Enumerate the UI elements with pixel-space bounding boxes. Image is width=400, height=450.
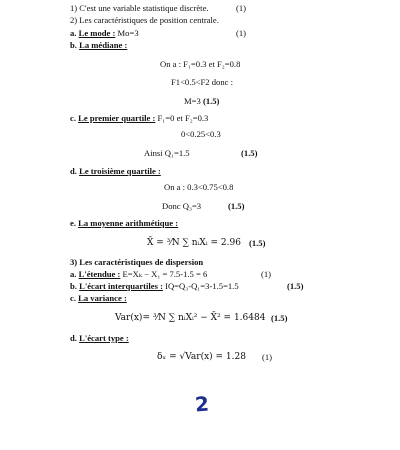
ecart-iq-line: b. L'écart interquartiles : IQ=Q₃-Q₁=3-1.5=1.5 bbox=[70, 281, 239, 291]
moyenne-heading: La moyenne arithmétique : bbox=[78, 218, 179, 228]
q3-line-1: On a : 0.3<0.75<0.8 bbox=[164, 182, 234, 192]
mediane-line-3: M=3 (1.5) bbox=[184, 96, 220, 106]
moyenne-heading-line: e. La moyenne arithmétique : bbox=[70, 218, 179, 228]
moyenne-formula: X̄ = ³⁄N ∑ nᵢXᵢ = 2.96 bbox=[147, 238, 241, 248]
q1-line-2: Ainsi Q₁=1.5 bbox=[144, 148, 190, 158]
q1-line-1: 0<0.25<0.3 bbox=[181, 129, 221, 139]
mediane-heading-line: b. La médiane : bbox=[70, 40, 128, 50]
etendue-heading: L'étendue : bbox=[78, 269, 121, 279]
line-position-centrale: 2) Les caractéristiques de position centrale. bbox=[70, 15, 219, 25]
ecart-iq-heading: L'écart interquartiles : bbox=[79, 281, 163, 291]
line-variable-discrete: 1) C'est une variable statistique discrète. bbox=[70, 3, 209, 13]
variance-heading: La variance : bbox=[78, 293, 127, 303]
ecart-type-heading-line: d. L'écart type : bbox=[70, 333, 129, 343]
points-ecart-type: (1) bbox=[262, 352, 273, 362]
handwritten-page-number: 2 bbox=[194, 391, 210, 417]
mediane-line-1: On a : F₁=0.3 et F₂=0.8 bbox=[160, 59, 241, 69]
q1-heading-line: c. Le premier quartile : F₁=0 et F₂=0.3 bbox=[70, 113, 209, 123]
q3-heading-line: d. Le troisième quartile : bbox=[70, 166, 161, 176]
mediane-heading: La médiane : bbox=[79, 40, 128, 50]
variance-heading-line: c. La variance : bbox=[70, 293, 127, 303]
ecart-type-formula: δₓ = √Var(x) = 1.28 bbox=[157, 352, 246, 362]
etendue-line: a. L'étendue : E=Xₖ − X₁ = 7.5-1.5 = 6 bbox=[70, 269, 208, 279]
mode-line: a. Le mode : Mo=3 bbox=[70, 28, 139, 38]
dispersion-title: 3) Les caractéristiques de dispersion bbox=[70, 257, 204, 267]
points-variance: (1.5) bbox=[271, 313, 288, 323]
ecart-iq-value: IQ=Q₃-Q₁=3-1.5=1.5 bbox=[165, 281, 239, 291]
points-mediane: (1.5) bbox=[202, 96, 220, 106]
points-moyenne: (1.5) bbox=[249, 238, 266, 248]
points-q1: (1) bbox=[236, 3, 247, 13]
mode-heading: Le mode : bbox=[78, 28, 116, 38]
mode-value: Mo=3 bbox=[117, 28, 139, 38]
points-q1-result: (1.5) bbox=[241, 148, 258, 158]
q1-info: F₁=0 et F₂=0.3 bbox=[157, 113, 209, 123]
points-ecart-iq: (1.5) bbox=[287, 281, 304, 291]
q1-heading: Le premier quartile : bbox=[78, 113, 156, 123]
variance-formula: Var(x)= ³⁄N ∑ nᵢXᵢ² − X̄² = 1.6484 bbox=[115, 313, 266, 323]
points-etendue: (1) bbox=[261, 269, 272, 279]
q3-heading: Le troisième quartile : bbox=[79, 166, 161, 176]
mediane-line-2: F1<0.5<F2 donc : bbox=[171, 77, 233, 87]
ecart-type-heading: L'écart type : bbox=[79, 333, 129, 343]
points-q3: (1.5) bbox=[228, 201, 245, 211]
q3-line-2: Donc Q₃=3 bbox=[162, 201, 202, 211]
etendue-value: E=Xₖ − X₁ = 7.5-1.5 = 6 bbox=[122, 269, 208, 279]
points-mode: (1) bbox=[236, 28, 247, 38]
